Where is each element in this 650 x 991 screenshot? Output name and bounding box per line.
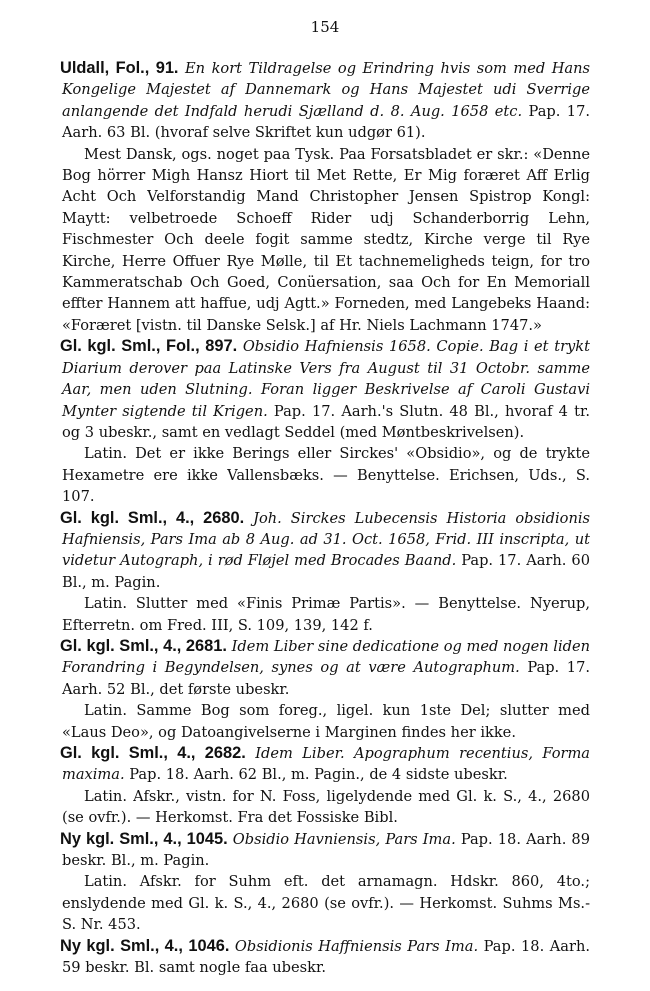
- entry-heading: [62, 58, 590, 144]
- entry-note: Latin. Slutter med «Finis Primæ Partis». — Benyttelse. Nyerup, Efterretn. om Fred. III, S. 109, 139, 142 f.: [62, 595, 590, 634]
- shelfmark: Ny kgl. Sml., 4., 1046.: [60, 936, 230, 955]
- entry-heading: [62, 636, 590, 700]
- entry-title: En kort Tildragelse og Erindring hvis som med Hans Kongelige Majestet af Dannemark og Hans Majestet udi Sverrige anlangende det Indfald herudi Sjælland d. 8. Aug. 1658 etc.: [62, 60, 591, 120]
- entry-heading: [62, 829, 590, 872]
- shelfmark: Gl. kgl. Sml., 4., 2680.: [60, 508, 245, 527]
- entry-description: Pap. 17. Aarh. 60 Bl., m. Pagin.: [62, 552, 590, 591]
- entry-description: Pap. 17. Aarh. 52 Bl., det første ubeskr.: [62, 659, 591, 698]
- entry-description: Pap. 17. Aarh. 63 Bl. (hvoraf selve Skriftet kun udgør 61).: [62, 102, 590, 142]
- entry-title: Joh. Sirckes Lubecensis Historia obsidionis Hafniensis, Pars Ima ab 8 Aug. ad 31. Oct. 1658, Frid. III inscripta, ut videtur Autograph, i rød Fløjel med Brocades Baand.: [62, 509, 591, 570]
- entry-title: Obsidionis Haffniensis Pars Ima.: [234, 937, 479, 955]
- catalogue-entry: [62, 636, 590, 743]
- entry-note: Latin. Det er ikke Berings eller Sirckes' «Obsidio», og de trykte Hexametre ere ikke Vallensbæks. — Benyttelse. Erichsen, Uds., S. 107.: [62, 445, 590, 506]
- catalogue-entry: [62, 508, 590, 636]
- entry-title: Idem Liber sine dedicatione og med nogen liden Forandring i Begyndelsen, synes og at være Autographum.: [62, 637, 591, 677]
- catalogue-entry: [62, 336, 590, 507]
- entry-note: Latin. Samme Bog som foreg., ligel. kun 1ste Del; slutter med «Laus Deo», og Datoangivelserne i Marginen findes her ikke.: [62, 702, 590, 741]
- shelfmark: Ny kgl. Sml., 4., 1045.: [60, 829, 228, 848]
- entry-heading: [62, 743, 590, 786]
- shelfmark: Gl. kgl. Sml., Fol., 897.: [60, 337, 238, 356]
- entry-description: Pap. 18. Aarh. 89 beskr. Bl., m. Pagin.: [62, 830, 591, 870]
- entry-description: Pap. 18. Aarh. 62 Bl., m. Pagin., de 4 sidste ubeskr.: [129, 766, 508, 784]
- shelfmark: Gl. kgl. Sml., 4., 2681.: [60, 636, 227, 655]
- catalogue-entry: [62, 829, 590, 936]
- catalogue-entry: [62, 936, 590, 979]
- entry-title: Idem Liber. Apographum recentius, Forma maxima.: [62, 745, 591, 784]
- entry-description: Pap. 18. Aarh. 59 beskr. Bl. samt nogle faa ubeskr.: [62, 937, 590, 977]
- shelfmark: Gl. kgl. Sml., 4., 2682.: [60, 744, 246, 762]
- entry-heading: [62, 936, 590, 979]
- entry-heading: [62, 336, 590, 443]
- entry-note: Latin. Afskr. for Suhm eft. det arnamagn. Hdskr. 860, 4to.; enslydende med Gl. k. S., 4., 2680 (se ovfr.). — Herkomst. Suhms Ms.-S. Nr. 453.: [62, 873, 590, 934]
- catalogue-text: [62, 58, 590, 978]
- page-number: 154: [310, 18, 340, 36]
- entry-note: Latin. Afskr., vistn. for N. Foss, ligelydende med Gl. k. S., 4., 2680 (se ovfr.). — Herkomst. Fra det Fossiske Bibl.: [62, 787, 590, 827]
- entry-note: Mest Dansk, ogs. noget paa Tysk. Paa Forsatsbladet er skr.: «Denne Bog hörrer Migh Hansz Hiort til Met Rette, Er Mig foræret Aff Erlig Acht Och Velforstandig Mand Christopher Jensen Spistrop Kongl: Maytt: velbetroede Schoeff Rider udj Schanderborrig Lehn, Fischmester Och deele fogit samme stedtz, Kirche verge til Rye Kirche, Herre Offuer Rye Mølle, til Et tachnemeligheds teign, for tro Kammeratschab Och Goed, Conüersation, saa Och for En Memoriall effter Hannem att haffue, udj Agtt.» Forneden, med Langebeks Haand: «Foræret [vistn. til Danske Selsk.] af Hr. Niels Lachmann 1747.»: [62, 145, 590, 334]
- entry-title: Obsidio Hafniensis 1658. Copie. Bag i et trykt Diarium derover paa Latinske Vers fra August til 31 Octobr. samme Aar, men uden Slutning. Foran ligger Beskrivelse af Caroli Gustavi Mynter sigtende til Krigen.: [62, 338, 591, 420]
- catalogue-entry: [62, 743, 590, 829]
- entry-title: Obsidio Havniensis, Pars Ima.: [232, 830, 456, 848]
- shelfmark: Uldall, Fol., 91.: [60, 59, 179, 77]
- catalogue-entry: [62, 58, 590, 336]
- entry-heading: [62, 508, 590, 594]
- entry-description: Pap. 17. Aarh.'s Slutn. 48 Bl., hvoraf 4 tr. og 3 ubeskr., samt en vedlagt Seddel (med Møntbeskrivelsen).: [62, 402, 591, 441]
